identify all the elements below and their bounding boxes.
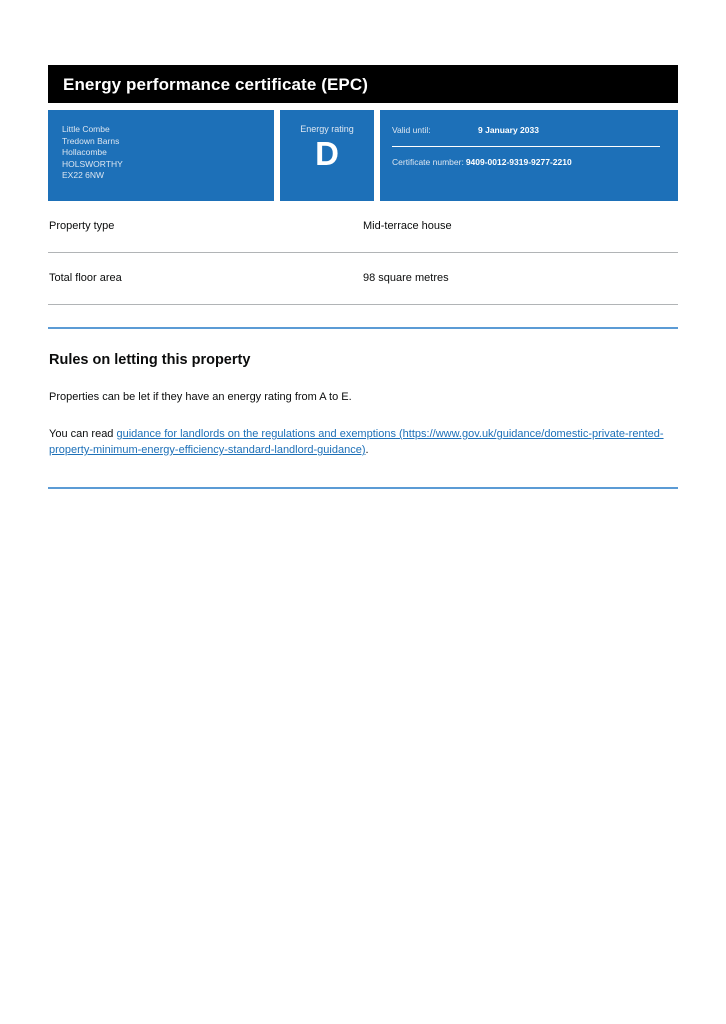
total-floor-area-value: 98 square metres	[363, 272, 449, 284]
address-line-1: Little Combe	[62, 124, 110, 134]
guidance-text-prefix: You can read	[49, 428, 117, 440]
section-divider-bottom	[48, 487, 678, 489]
address-line-2: Tredown Barns	[62, 135, 120, 146]
certificate-number-label: Certificate number:	[392, 157, 464, 167]
certificate-number-value: 9409-0012-9319-9277-2210	[465, 157, 572, 167]
certificate-panel-divider	[392, 146, 660, 147]
summary-band	[48, 110, 678, 201]
energy-rating-value: D	[315, 135, 339, 172]
rules-paragraph-energy-rating: Properties can be let if they have an energy rating from A to E.	[49, 391, 352, 403]
certificate-info-panel	[380, 110, 678, 201]
table-row	[48, 201, 678, 253]
valid-until-label: Valid until:	[392, 125, 431, 135]
rules-paragraph-guidance	[48, 426, 678, 458]
property-type-value: Mid-terrace house	[363, 220, 452, 232]
rules-section-heading: Rules on letting this property	[49, 352, 251, 368]
certificate-number-row	[392, 156, 660, 168]
page-title: Energy performance certificate (EPC)	[63, 74, 368, 94]
table-row	[48, 253, 678, 305]
document-content	[48, 65, 678, 489]
valid-until-row	[392, 124, 660, 136]
property-type-label: Property type	[49, 220, 115, 232]
valid-until-value: 9 January 2033	[478, 125, 539, 135]
address-postcode: EX22 6NW	[62, 170, 105, 181]
section-divider-top	[48, 327, 678, 329]
total-floor-area-label: Total floor area	[49, 272, 122, 284]
guidance-text-suffix: .	[365, 444, 369, 456]
address-line-4: HOLSWORTHY	[62, 158, 123, 169]
property-address-panel	[48, 110, 274, 201]
landlord-guidance-link[interactable]: guidance for landlords on the regulations and exemptions	[116, 428, 396, 440]
property-details-list	[48, 201, 678, 305]
landlord-guidance-url[interactable]: (https://www.gov.uk/guidance/domestic-private-rented-property-minimum-energy-efficiency-standard-landlord-guidance)	[49, 428, 664, 456]
energy-rating-label: Energy rating	[300, 124, 354, 134]
energy-rating-panel	[280, 110, 374, 201]
address-line-3: Hollacombe	[62, 147, 107, 158]
document-title-bar	[48, 65, 678, 103]
